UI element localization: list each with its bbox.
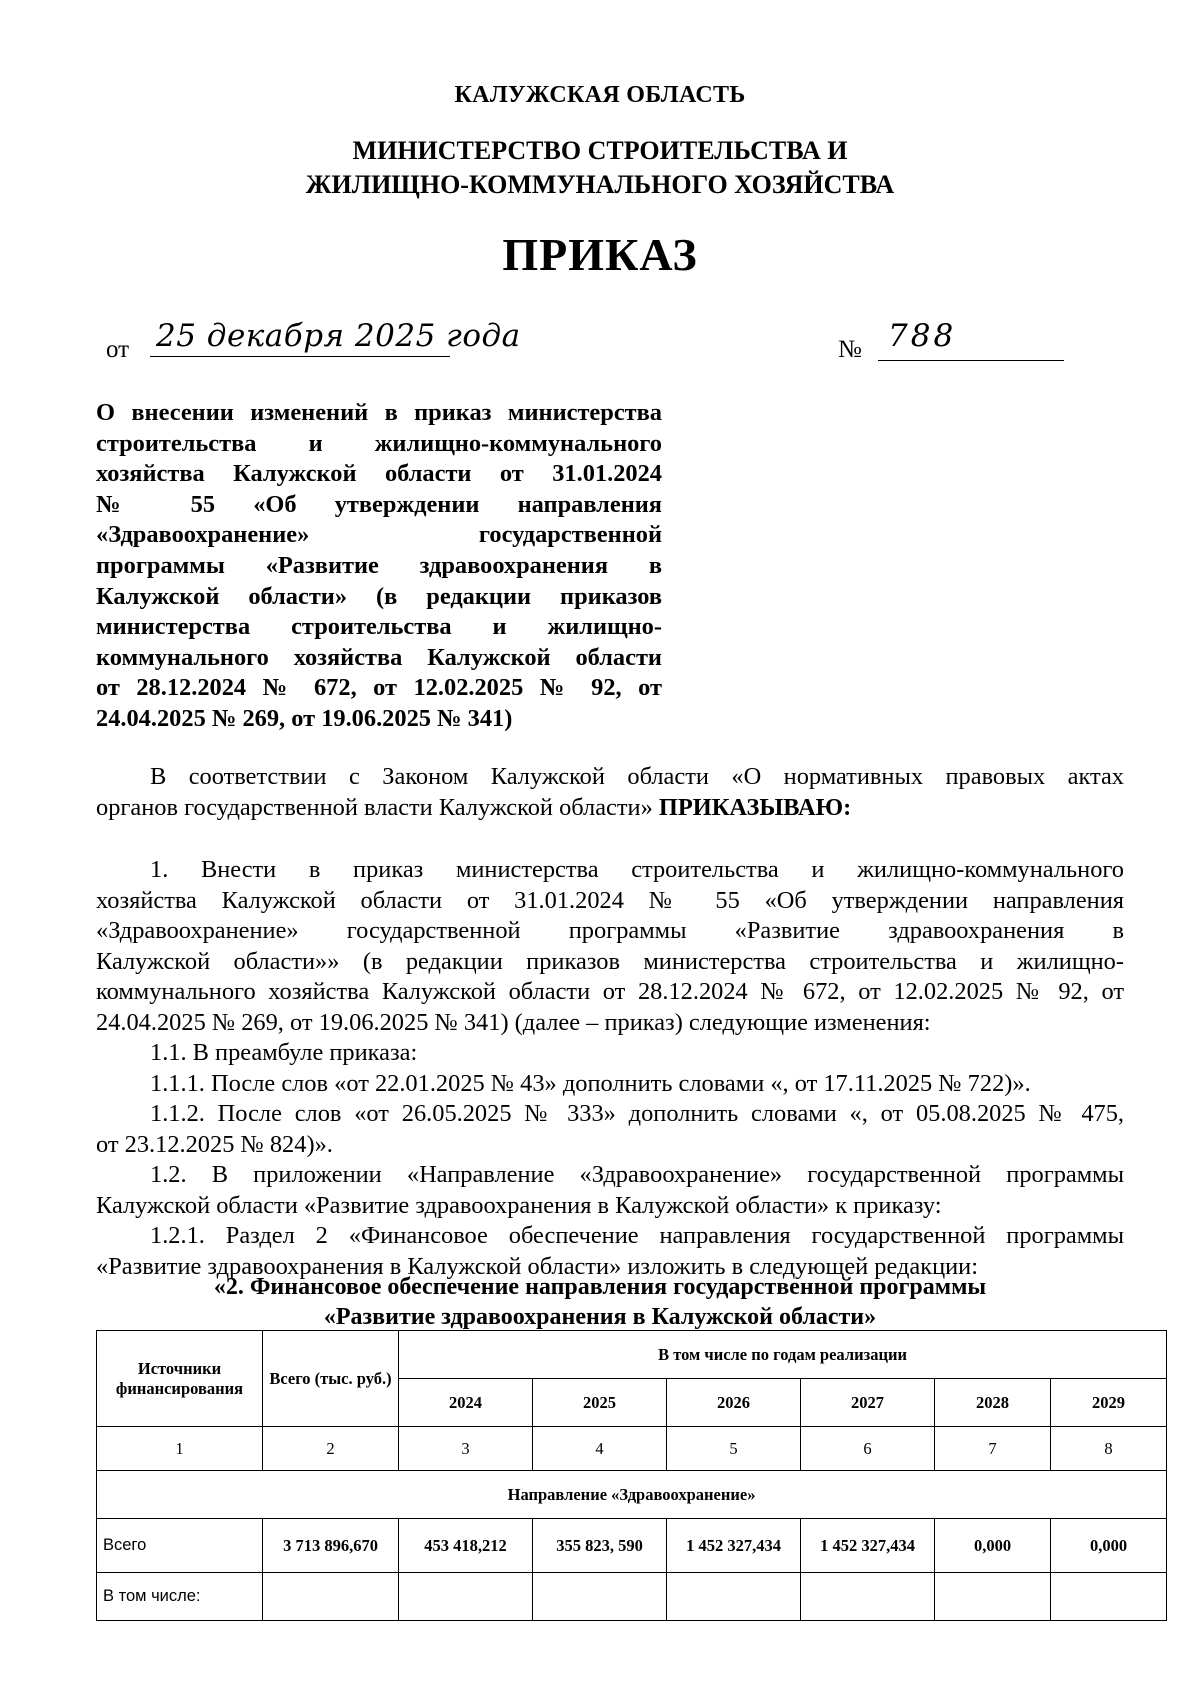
subject-line: Калужской области» (в редакции приказов [96, 582, 662, 610]
subject-line: 24.04.2025 № 269, от 19.06.2025 № 341) [96, 704, 513, 732]
number-label: № [838, 336, 862, 363]
body-line: 1.1.2. После слов «от 26.05.2025 № 333» дополнить словами «, от 05.08.2025 № 475, [150, 1100, 1124, 1127]
year-value: 1 452 327,434 [667, 1519, 801, 1573]
body-line: от 23.12.2025 № 824)». [96, 1130, 333, 1158]
empty-cell [263, 1573, 399, 1621]
year-value: 0,000 [935, 1519, 1051, 1573]
order-subject [96, 398, 662, 735]
order-body [96, 855, 1124, 1282]
section-title [0, 1272, 1200, 1332]
body-line: «Здравоохранение» государственной программы «Развитие здравоохранения в [96, 917, 1124, 944]
column-number: 3 [399, 1427, 533, 1471]
body-line: «Развитие здравоохранения в Калужской области» изложить в следующей редакции: [96, 1252, 979, 1280]
body-line: 1.1.1. После слов «от 22.01.2025 № 43» дополнить словами «, от 17.11.2025 № 722)». [150, 1069, 1031, 1097]
subject-line: строительства и жилищно-коммунального [96, 429, 662, 457]
number-handwritten: 788 [888, 318, 957, 354]
number-underline [878, 360, 1064, 361]
column-number: 5 [667, 1427, 801, 1471]
preamble-line-2 [96, 793, 1124, 824]
subject-line: программы «Развитие здравоохранения в [96, 551, 662, 579]
header-years-group: В том числе по годам реализации [399, 1331, 1167, 1379]
column-number: 4 [533, 1427, 667, 1471]
ministry-line-2: ЖИЛИЩНО-КОММУНАЛЬНОГО ХОЗЯЙСТВА [305, 170, 895, 199]
header-total: Всего (тыс. руб.) [263, 1331, 399, 1427]
ministry-line-1: МИНИСТЕРСТВО СТРОИТЕЛЬСТВА И [352, 136, 848, 165]
preamble-line: В соответствии с Законом Калужской области «О нормативных правовых актах [150, 763, 1124, 790]
date-underline [150, 356, 450, 357]
total-value: 3 713 896,670 [263, 1519, 399, 1573]
body-line: Калужской области»» (в редакции приказов министерства строительства и жилищно- [96, 947, 1124, 975]
header-year: 2028 [935, 1379, 1051, 1427]
column-number: 2 [263, 1427, 399, 1471]
column-number: 6 [801, 1427, 935, 1471]
region-name: КАЛУЖСКАЯ ОБЛАСТЬ [454, 82, 746, 108]
ministry-name [0, 134, 1200, 202]
empty-cell [533, 1573, 667, 1621]
column-number: 7 [935, 1427, 1051, 1471]
year-value: 1 452 327,434 [801, 1519, 935, 1573]
subject-line: коммунального хозяйства Калужской области [96, 643, 662, 671]
empty-cell [1051, 1573, 1167, 1621]
header-year: 2025 [533, 1379, 667, 1427]
subject-line: хозяйства Калужской области от 31.01.2024 [96, 460, 662, 488]
year-value: 355 823, 590 [533, 1519, 667, 1573]
header-year: 2029 [1051, 1379, 1167, 1427]
header-year: 2026 [667, 1379, 801, 1427]
document-type-title: ПРИКАЗ [502, 229, 698, 280]
subject-line: «Здравоохранение» государственной [96, 521, 662, 549]
order-word: ПРИКАЗЫВАЮ: [658, 793, 852, 821]
financing-table [96, 1330, 1167, 1621]
body-line: 1. Внести в приказ министерства строительства и жилищно-коммунального [150, 856, 1124, 883]
date-label: от [106, 336, 130, 363]
empty-cell [935, 1573, 1051, 1621]
body-line: 24.04.2025 № 269, от 19.06.2025 № 341) (далее – приказ) следующие изменения: [96, 1008, 931, 1036]
subject-line: от 28.12.2024 № 672, от 12.02.2025 № 92, от [96, 674, 662, 702]
direction-row: Направление «Здравоохранение» [97, 1471, 1167, 1519]
including-row-label: В том числе: [97, 1573, 263, 1621]
year-value: 453 418,212 [399, 1519, 533, 1573]
body-line: 1.2. В приложении «Направление «Здравоохранение» государственной программы [150, 1161, 1124, 1188]
column-number: 1 [97, 1427, 263, 1471]
header-funding-source: Источники финансирования [97, 1331, 263, 1427]
body-line: Калужской области «Развитие здравоохранения в Калужской области» к приказу: [96, 1191, 942, 1219]
total-row-label: Всего [97, 1519, 263, 1573]
body-line: 1.1. В преамбуле приказа: [150, 1039, 418, 1066]
subject-line: № 55 «Об утверждении направления [96, 490, 662, 518]
year-value: 0,000 [1051, 1519, 1167, 1573]
preamble-paragraph [96, 762, 1124, 823]
empty-cell [399, 1573, 533, 1621]
section-title-line-1: «2. Финансовое обеспечение направления государственной программы [213, 1274, 987, 1300]
subject-line: О внесении изменений в приказ министерства [96, 399, 662, 426]
body-line: хозяйства Калужской области от 31.01.2024 № 55 «Об утверждении направления [96, 886, 1124, 914]
empty-cell [667, 1573, 801, 1621]
body-line: коммунального хозяйства Калужской области от 28.12.2024 № 672, от 12.02.2025 № 92, от [96, 978, 1124, 1005]
column-number: 8 [1051, 1427, 1167, 1471]
subject-line: министерства строительства и жилищно- [96, 613, 662, 641]
date-handwritten: 25 декабря 2025 года [156, 318, 521, 354]
header-year: 2024 [399, 1379, 533, 1427]
header-year: 2027 [801, 1379, 935, 1427]
preamble-text: органов государственной власти Калужской области» [96, 793, 653, 821]
section-title-line-2: «Развитие здравоохранения в Калужской области» [323, 1304, 877, 1330]
body-line: 1.2.1. Раздел 2 «Финансовое обеспечение направления государственной программы [150, 1222, 1124, 1249]
empty-cell [801, 1573, 935, 1621]
